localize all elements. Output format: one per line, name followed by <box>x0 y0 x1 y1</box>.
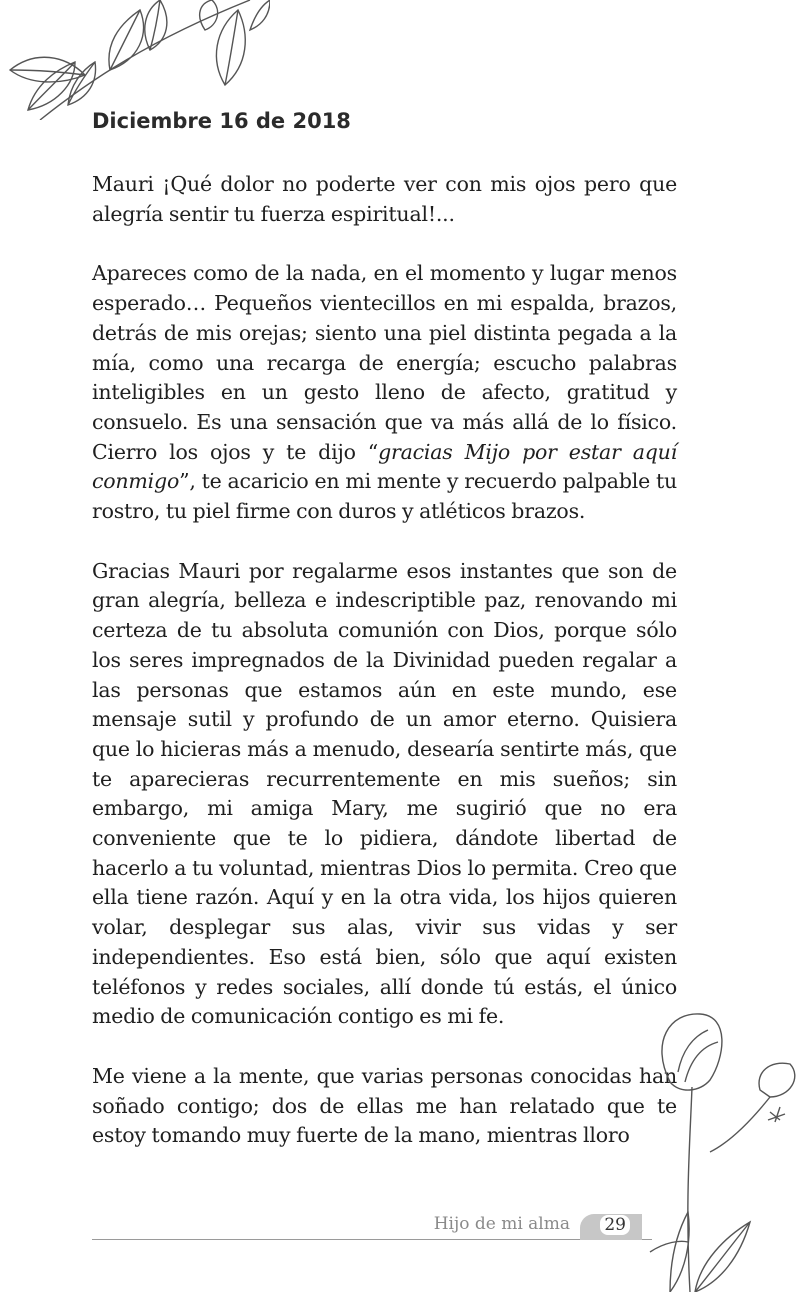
footer-rule <box>92 1239 652 1240</box>
page-body <box>92 104 677 1181</box>
leaf-branch-icon <box>0 0 270 120</box>
entry-date-heading: Diciembre 16 de 2018 <box>92 109 351 133</box>
page-footer <box>92 1212 652 1242</box>
paragraph: Me viene a la mente, que varias personas conocidas han soñado contigo; dos de ellas me han relatado que te estoy tomando muy fuerte de la mano, mientras lloro <box>92 1063 677 1148</box>
paragraph-text: Apareces como de la nada, en el momento y lugar menos esperado… Pequeños vientecillos en mi espalda, brazos, detrás de mis orejas; siento una piel distinta pegada a la mía, como una recarga de energía; escucho palabras inteligibles en un gesto lleno de afecto, gratitud y consuelo. Es una sensación que va más allá de lo físico. Cierro los ojos y te dijo “ <box>92 261 677 464</box>
paragraph: Gracias Mauri por regalarme esos instantes que son de gran alegría, belleza e indescriptible paz, renovando mi certeza de tu absoluta comunión con Dios, porque sólo los seres impregnados de la Divinidad pueden regalar a las personas que estamos aún en este mundo, ese mensaje sutil y profundo de un amor eterno. Quisiera que lo hicieras más a menudo, desearía sentirte más, que te aparecieras recurrentemente en mis sueños; sin embargo, mi amiga Mary, me sugirió que no era conveniente que te lo pidiera, dándote libertad de hacerlo a tu voluntad, mientras Dios lo permita. Creo que ella tiene razón. Aquí y en la otra vida, los hijos quieren volar, desplegar sus alas, vivir sus vidas y ser independientes. Eso está bien, sólo que aquí existen teléfonos y redes sociales, allí donde tú estás, el único medio de comunicación contigo es mi fe. <box>92 558 677 1029</box>
book-title: Hijo de mi alma <box>433 1214 570 1234</box>
paragraph-text: ”, te acaricio en mi mente y recuerdo palpable tu rostro, tu piel firme con duros y atléticos brazos. <box>92 469 677 524</box>
paragraph: Mauri ¡Qué dolor no poderte ver con mis ojos pero que alegría sentir tu fuerza espiritual!... <box>92 172 677 226</box>
page-number: 29 <box>600 1215 630 1235</box>
paragraph <box>92 259 677 526</box>
italic-quote: gracias Mijo por estar aquí conmigo <box>92 439 678 494</box>
flower-stem-icon <box>630 1002 800 1292</box>
